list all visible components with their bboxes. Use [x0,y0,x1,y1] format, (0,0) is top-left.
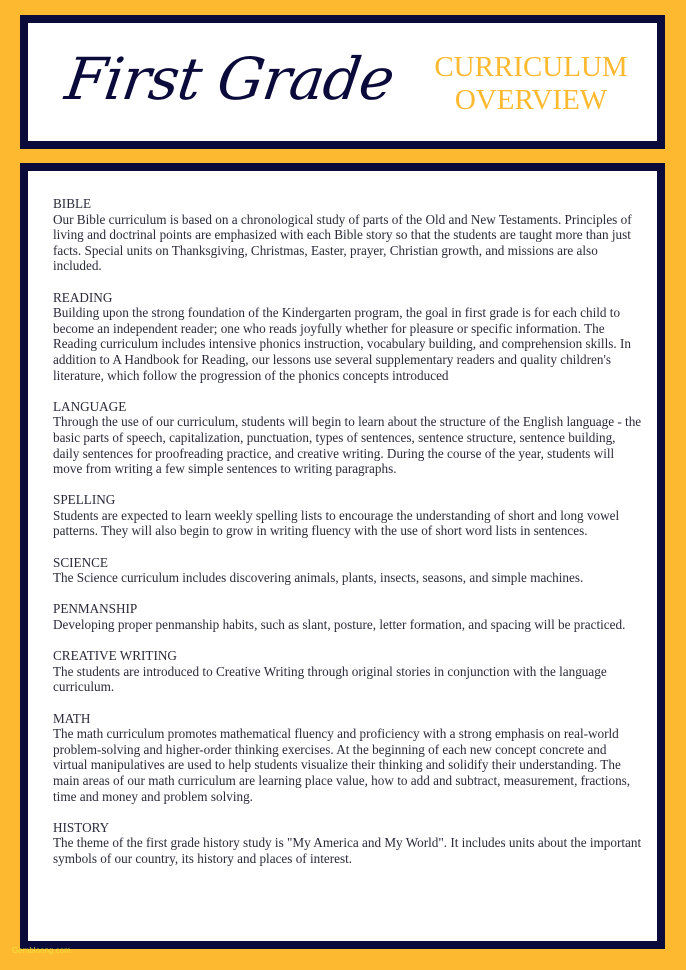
section-body: Developing proper penmanship habits, such as slant, posture, letter formation, and spacing will be practiced. [53,617,626,633]
section-body: Our Bible curriculum is based on a chronological study of parts of the Old and New Testaments. Principles of living and doctrinal points are emphasized with each Bible story so that the students are taught more than just facts. Special units on Thanksgiving, Christmas, Easter, prayer, Christian growth, and missions are also included. [53,211,632,274]
section-reading [53,290,643,384]
section-history [53,820,643,867]
section-heading: BIBLE [53,196,92,211]
section-heading: LANGUAGE [53,398,127,414]
section-body: The students are introduced to Creative Writing through original stories in conjunction with the language curriculum. [53,663,607,695]
section-bible [53,196,643,274]
section-body: The math curriculum promotes mathematical fluency and proficiency with a strong emphasis on real-world problem-solving and higher-order thinking exercises. At the beginning of each new concept concrete and virtual manipulatives are used to help students visualize their thinking and solidify their understanding. The main areas of our math curriculum are learning place value, how to add and subtract, measurement, fractions, time and money and problem solving. [53,726,631,804]
section-body: Building upon the strong foundation of the Kindergarten program, the goal in first grade is for each child to become an independent reader; one who reads joyfully whether for pleasure or specific information. The Reading curriculum includes intensive phonics instruction, vocabulary building, and comprehension skills. In addition to A Handbook for Reading, our lessons use several supplementary readers and quality children's literature, which follow the progression of the phonics concepts introduced [53,305,631,383]
watermark: Gembloong.com [12,946,71,955]
section-heading: HISTORY [53,819,110,835]
subtitle-line-2: OVERVIEW [454,84,608,116]
section-body: The Science curriculum includes discovering animals, plants, insects, seasons, and simple machines. [53,570,584,586]
header-banner [20,15,665,149]
section-heading: PENMANSHIP [53,601,138,617]
content-panel [20,163,665,949]
section-penmanship [53,601,643,632]
section-body: Through the use of our curriculum, students will begin to learn about the structure of the English language - the basic parts of speech, capitalization, punctuation, types of sentences, sentence structure, sentence building, daily sentences for proofreading practice, and creative writing. During the course of the year, students will move from writing a few simple sentences to writing paragraphs. [53,414,642,477]
subtitle-line-1: CURRICULUM [434,51,628,83]
section-spelling [53,492,643,539]
section-body: The theme of the first grade history study is "My America and My World". It includes units about the important symbols of our country, its history and places of interest. [53,835,642,866]
section-math [53,711,643,805]
section-heading: SPELLING [53,492,116,508]
section-body: Students are expected to learn weekly spelling lists to encourage the understanding of short and long vowel patterns. They will also begin to grow in writing fluency with the use of short word lists in sentences. [53,507,620,539]
section-heading: MATH [53,710,91,726]
page-title: First Grade [61,45,398,113]
section-language [53,399,643,477]
section-creative-writing [53,648,643,695]
section-heading: SCIENCE [53,554,108,570]
section-science [53,555,643,586]
page-subtitle [416,51,646,117]
section-heading: CREATIVE WRITING [53,648,177,664]
sections-list [53,196,643,882]
section-heading: READING [53,289,113,305]
